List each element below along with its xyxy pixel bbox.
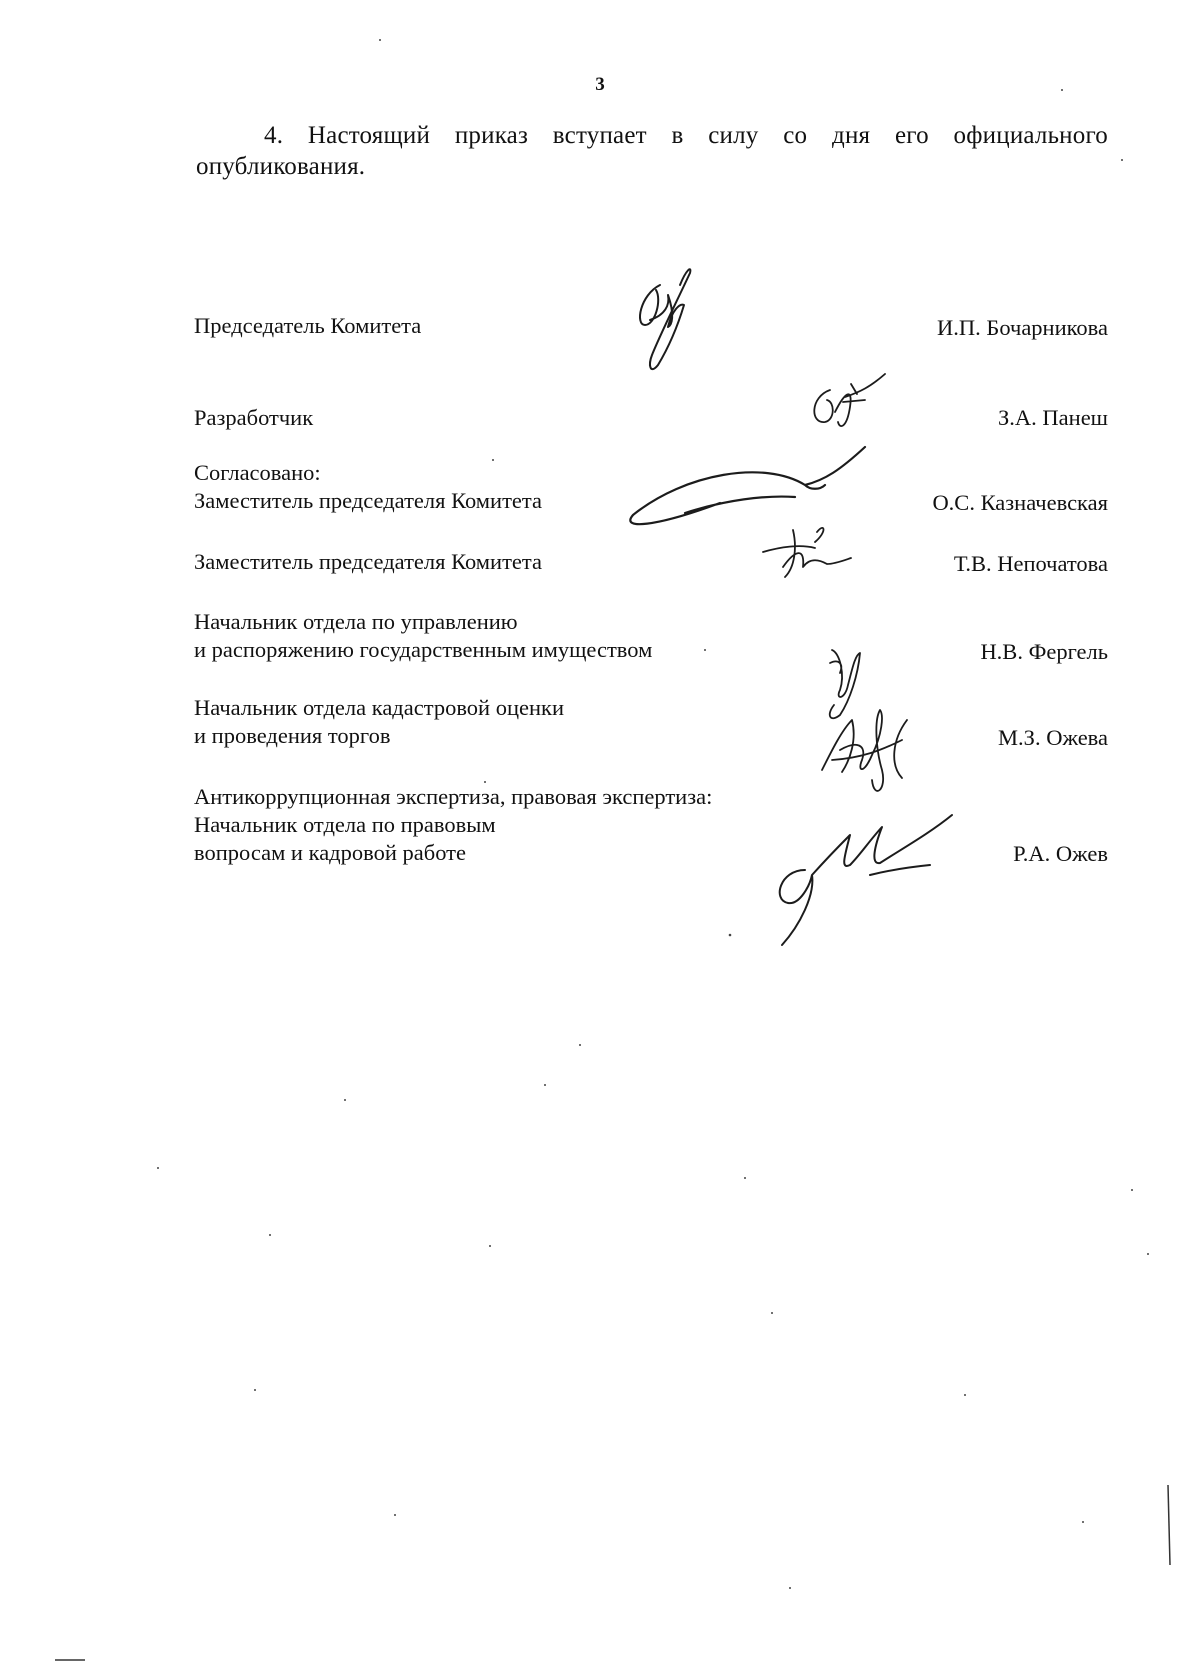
signatory-role-deputy-1: Заместитель председателя Комитета — [194, 488, 542, 513]
signatory-name-property-head: Н.В. Фергель — [980, 639, 1108, 664]
signatory-name-deputy-2: Т.В. Непочатова — [953, 551, 1108, 576]
page-number: 3 — [595, 74, 605, 95]
signatory-label-expertise: Антикоррупционная экспертиза, правовая экспертиза: — [194, 784, 713, 809]
signatory-role-developer: Разработчик — [194, 405, 314, 430]
signatory-name-legal-head: Р.А. Ожев — [1013, 841, 1108, 866]
signatory-role-property-head-1: Начальник отдела по управлению — [194, 609, 518, 634]
clause-line-1: 4. Настоящий приказ вступает в силу со дня его официального — [264, 122, 1108, 149]
signatory-name-cadastral-head: М.З. Ожева — [998, 725, 1108, 750]
signatory-role-property-head-2: и распоряжению государственным имуществом — [194, 637, 653, 662]
signatory-role-legal-head-1: Начальник отдела по правовым — [194, 812, 496, 837]
signatory-role-cadastral-head-1: Начальник отдела кадастровой оценки — [194, 695, 565, 720]
signatory-role-chairman: Председатель Комитета — [194, 313, 422, 338]
signatory-name-developer: З.А. Панеш — [998, 405, 1108, 430]
signatory-role-deputy-2: Заместитель председателя Комитета — [194, 549, 542, 574]
signatory-role-legal-head-2: вопросам и кадровой работе — [194, 840, 466, 865]
signatory-name-deputy-1: О.С. Казначевская — [932, 490, 1108, 515]
clause-line-2: опубликования. — [196, 153, 366, 180]
signatory-name-chairman: И.П. Бочарникова — [937, 315, 1108, 340]
signatory-role-cadastral-head-2: и проведения торгов — [194, 723, 391, 748]
signatory-label-agreed: Согласовано: — [194, 460, 321, 485]
